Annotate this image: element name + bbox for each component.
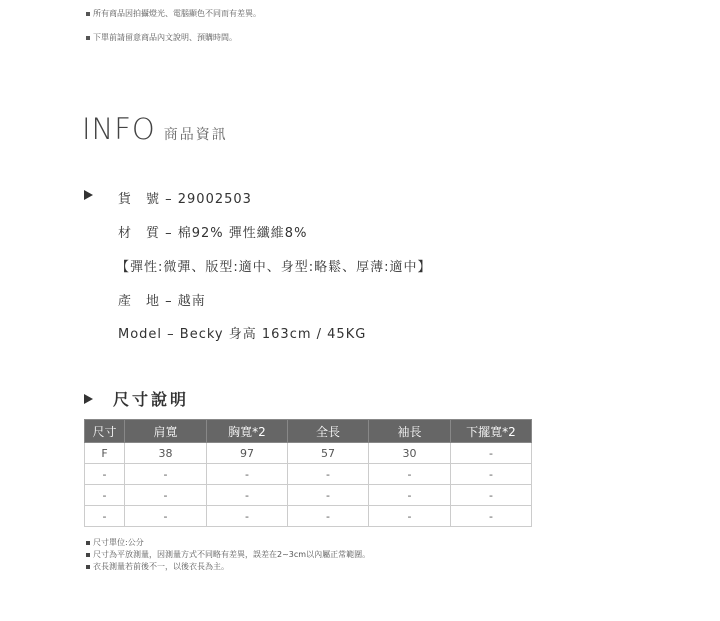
table-header-row xyxy=(85,420,532,443)
info-title-zh: 商品資訊 xyxy=(163,127,228,143)
table-cell: - xyxy=(369,506,451,527)
size-table xyxy=(84,419,532,527)
triangle-right-icon xyxy=(84,394,93,404)
column-header: 胸寬*2 xyxy=(207,420,288,443)
table-cell: - xyxy=(85,485,125,506)
table-cell: F xyxy=(85,443,125,464)
table-cell: - xyxy=(369,485,451,506)
column-header: 肩寬 xyxy=(125,420,207,443)
bullet-square-icon xyxy=(86,12,90,16)
notice-item xyxy=(86,32,237,43)
table-cell: - xyxy=(288,506,369,527)
table-cell: 97 xyxy=(207,443,288,464)
size-note xyxy=(86,537,144,548)
table-cell: 38 xyxy=(125,443,207,464)
column-header: 尺寸 xyxy=(85,420,125,443)
table-cell: - xyxy=(207,485,288,506)
size-note-text: 尺寸為平放測量，因測量方式不同略有差異，誤差在2~3cm以內屬正常範圍。 xyxy=(93,550,371,559)
fit-attributes: 【彈性:微彈、版型:適中、身型:略鬆、厚薄:適中】 xyxy=(116,260,432,275)
bullet-square-icon xyxy=(86,541,90,545)
table-cell: - xyxy=(85,464,125,485)
table-cell: - xyxy=(451,443,532,464)
model-info: Model – Becky 身高 163cm / 45KG xyxy=(118,327,367,342)
table-cell: - xyxy=(451,485,532,506)
table-cell: - xyxy=(125,464,207,485)
table-cell: - xyxy=(451,506,532,527)
notice-text: 下單前請留意商品內文說明、預購時間。 xyxy=(93,33,237,42)
table-cell: - xyxy=(288,485,369,506)
origin: 產 地 – 越南 xyxy=(118,294,206,309)
table-cell: - xyxy=(369,464,451,485)
size-note-text: 尺寸單位:公分 xyxy=(93,538,144,547)
table-cell: - xyxy=(125,485,207,506)
size-heading: 尺寸說明 xyxy=(113,390,190,409)
product-number: 貨 號 – 29002503 xyxy=(118,192,252,207)
material: 材 質 – 棉92% 彈性纖維8% xyxy=(118,226,308,241)
column-header: 下擺寬*2 xyxy=(451,420,532,443)
table-cell: - xyxy=(451,464,532,485)
notice-item xyxy=(86,8,261,19)
table-row xyxy=(85,443,532,464)
bullet-square-icon xyxy=(86,36,90,40)
info-title xyxy=(82,112,228,146)
table-row xyxy=(85,506,532,527)
triangle-right-icon xyxy=(84,190,93,200)
column-header: 全長 xyxy=(288,420,369,443)
table-cell: - xyxy=(288,464,369,485)
table-cell: 30 xyxy=(369,443,451,464)
notice-text: 所有商品因拍攝燈光、電腦顯色不同而有差異。 xyxy=(93,9,261,18)
size-note-text: 衣長測量若前後不一，以後衣長為主。 xyxy=(93,562,229,571)
bullet-square-icon xyxy=(86,565,90,569)
bullet-square-icon xyxy=(86,553,90,557)
info-title-en: INFO xyxy=(82,112,156,146)
table-cell: - xyxy=(207,464,288,485)
table-cell: 57 xyxy=(288,443,369,464)
size-note xyxy=(86,561,229,572)
table-cell: - xyxy=(125,506,207,527)
table-cell: - xyxy=(85,506,125,527)
table-row xyxy=(85,464,532,485)
table-row xyxy=(85,485,532,506)
column-header: 袖長 xyxy=(369,420,451,443)
size-note xyxy=(86,549,370,560)
table-cell: - xyxy=(207,506,288,527)
